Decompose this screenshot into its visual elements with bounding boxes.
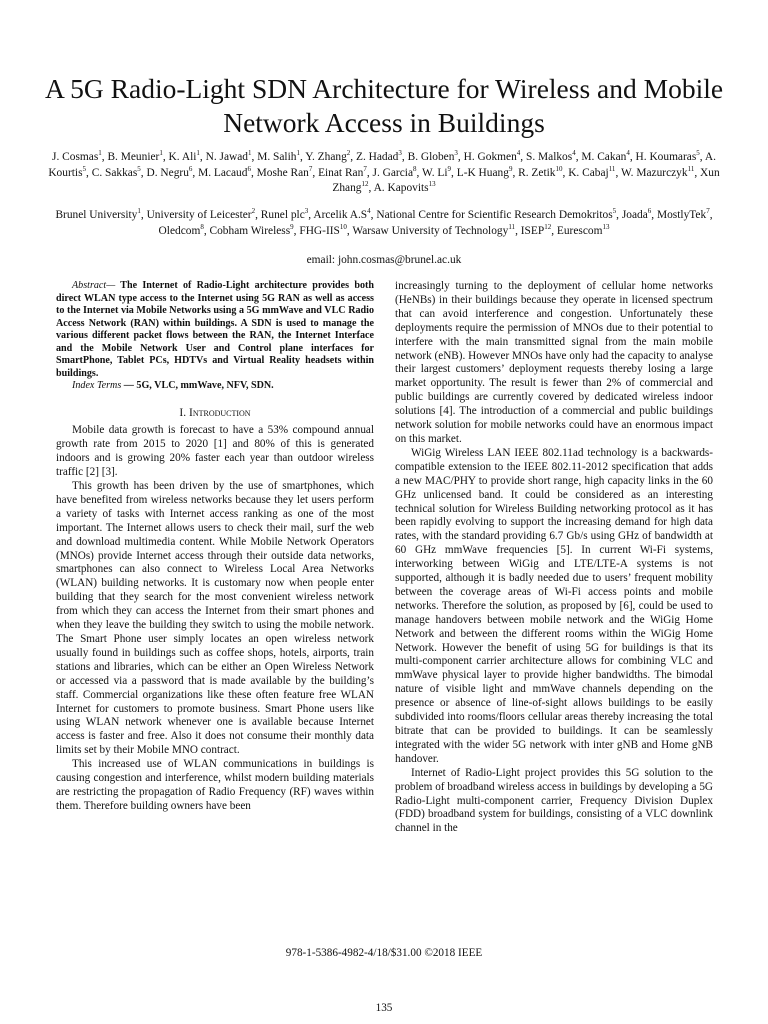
body-paragraph: increasingly turning to the deployment of cellular home networks (HeNBs) in their buildings because they operate in licensed spectrum that can avoid interference and congestion. Unfortunately these deployments require the permission of MNOs due to their potential to interfere with the main transmitted signal from the main mobile network (eNB). However MNOs have only had the capacity to analyse their largest customers’ deployment requests thereby losing a large market opportunity. The result is fewer than 2% of commercial and public buildings are currently covered by dedicated wireless indoor solutions [4]. The introduction of a commercial and public buildings network solution for mobile networks could have an enormous impact on this market. xyxy=(395,280,713,445)
author xyxy=(91,164,141,179)
author-index: 9 xyxy=(508,164,513,173)
affiliation-name: FHG-IIS xyxy=(299,224,340,237)
affiliation-index: 7 xyxy=(706,207,710,216)
author-index: 13 xyxy=(428,180,436,189)
author-name: W. Mazurczyk xyxy=(620,166,688,179)
contact-email: email: john.cosmas@brunel.ac.uk xyxy=(306,254,462,266)
affiliation-index: 6 xyxy=(647,207,652,216)
author-name: Xun Zhang xyxy=(332,166,720,195)
author-name: B. Globen xyxy=(407,151,455,163)
author xyxy=(257,151,300,163)
affiliation-name: Arcelik A.S xyxy=(313,209,368,221)
author-index: 4 xyxy=(572,149,576,158)
author xyxy=(581,151,629,163)
author-name: H. Gokmen xyxy=(463,151,517,163)
affiliation xyxy=(313,209,370,221)
affiliation-name: Oledcom xyxy=(158,224,201,237)
affiliation xyxy=(261,209,308,221)
author xyxy=(408,151,458,163)
abstract-lead: Abstract— xyxy=(72,280,116,291)
author xyxy=(107,151,162,163)
author-name: Einat Ran xyxy=(318,166,364,179)
affiliation xyxy=(376,209,616,221)
author xyxy=(526,151,576,163)
author xyxy=(52,151,102,163)
author-index: 6 xyxy=(247,164,251,173)
right-column xyxy=(395,280,713,836)
affiliation xyxy=(55,209,140,221)
author-name: Moshe Ran xyxy=(256,166,309,179)
author xyxy=(146,164,193,179)
author-index: 11 xyxy=(687,164,695,173)
index-terms xyxy=(56,380,374,393)
affiliation-index: 3 xyxy=(304,207,309,216)
author xyxy=(620,164,695,179)
affiliation xyxy=(147,209,256,221)
author-index: 3 xyxy=(454,149,458,158)
paper-title: A 5G Radio-Light SDN Architecture for Wireless and Mobile Network Access in Buildings xyxy=(44,73,724,138)
affiliation-name: Runel plc xyxy=(260,209,305,221)
author-name: S. Malkos xyxy=(525,151,573,163)
author-index: 7 xyxy=(363,164,367,173)
page-number: 135 xyxy=(375,1002,393,1014)
author xyxy=(198,164,251,179)
author-name: K. Ali xyxy=(168,151,197,163)
author-index: 5 xyxy=(137,164,141,173)
left-column xyxy=(56,280,374,814)
affiliation-name: Warsaw University of Technology xyxy=(352,224,509,237)
affiliation-name: Brunel University xyxy=(55,209,138,221)
body-paragraph: WiGig Wireless LAN IEEE 802.11ad technology is a backwards-compatible extension to the IEEE 802.11-2012 specification that adds a new MAC/PHY to provide short range, high capacity links in the 60 GHz unlicensed band. It could be considered as an interesting technical solution for Wireless Building networking protocol as it has been rapidly evolving to support the increasing demand for high data rates, with the standard providing 6.7 Gb/s using GHz of bandwidth at 60 GHz mmWave frequencies [5]. In current Wi-Fi systems, interworking between WiGig and LTE/LTE-A systems is not supported, although it is badly needed due to users’ frequent mobility between the coverage areas of Wi-Fi access points and mobile networks. Therefore the solution, as proposed by [6], could be used to manage handovers between mobile network and the WiGig Home Network and between the different rooms within the WiGig Home Network. However the benefit of using 5G for buildings is that its multi-component carrier architecture allows for combining VLC and mmWave physical layer to provide higher bandwidths. The bimodal nature of visible light and mmWave channels depending on the presence or absence of line-of-sight allows buildings to be easily subdivided into rooms/floors cellular areas thereby increasing the total bitrate that can be provided to buildings. It can be seamlessly integrated with the wider 5G network with inter gNB and Home gNB handover. xyxy=(395,446,713,765)
affiliation-index: 2 xyxy=(251,207,256,216)
affiliation-name: ISEP xyxy=(520,224,545,237)
affiliation xyxy=(158,222,204,237)
author-name: C. Sakkas xyxy=(91,166,138,179)
author-index: 2 xyxy=(346,149,351,158)
affiliation-index: 5 xyxy=(612,207,617,216)
author-name: L-K Huang xyxy=(456,166,509,179)
affiliation-index: 10 xyxy=(339,222,347,231)
body-paragraph: Mobile data growth is forecast to have a 53% compound annual growth rate from 2015 to 2020 [1] and 80% of this is generated indoors and is growing 20% faster each year than outdoor wireless traffic [2] [3]. xyxy=(56,424,374,479)
affiliation-name: Eurescom xyxy=(556,224,603,237)
author-index: 3 xyxy=(398,149,402,158)
affiliation-name: Cobham Wireless xyxy=(209,224,291,237)
author-name: D. Negru xyxy=(146,166,189,179)
body-paragraph: Internet of Radio-Light project provides this 5G solution to the problem of broadband wireless access in buildings by developing a 5G Radio-Light multi-component carrier, Frequency Division Duplex (FDD) broadband system for buildings, consisting of a VLC downlink channel in the xyxy=(395,766,713,835)
affiliation xyxy=(520,222,552,237)
author-index: 7 xyxy=(308,164,313,173)
author-index: 11 xyxy=(608,164,616,173)
author-index: 1 xyxy=(196,149,200,158)
author xyxy=(518,164,563,179)
affiliation-index: 13 xyxy=(602,222,610,231)
affiliation-name: University of Leicester xyxy=(146,209,252,221)
author-name: W. Li xyxy=(422,166,448,179)
author-name: K. Cabaj xyxy=(568,166,609,179)
section-heading-introduction: I. Introduction xyxy=(179,406,251,419)
affiliation-index: 8 xyxy=(200,222,204,231)
author-list: J. Cosmas$^1$, B. Meunier$^1$, K. Ali$^1$, N. Jawad$^1$, M. Salih$^1$, Y. Zhang$^2$, Z. Hadad$^3$, B. Globen$^3$, H. Gokmen$^4$, S. Malkos$^4$, M. Cakan$^4$, H. Koumaras$^5$, A. Kourtis$^5$, C. Sakkas$^5$, D. Negru$^6$, M. Lacaud$^6$, Moshe Ran$^7$, Einat Ran$^7$, J. Garcia$^8$, W. Li$^9$, L-K Huang$^9$, R. Zetik$^{10}$, K. Cabaj$^{11}$, W. Mazurczyk$^{11}$, Xun Zhang$^{12}$, A. Kapovits$^{13}$ xyxy=(48,149,720,195)
author-index: 5 xyxy=(82,164,87,173)
copyright-notice: 978-1-5386-4982-4/18/$31.00 ©2018 IEEE xyxy=(285,947,483,959)
author xyxy=(256,164,313,179)
body-paragraph: This increased use of WLAN communications in buildings is causing congestion and interference, whilst modern building materials are restricting the propagation of Radio Frequency (RF) waves within them. Therefore building owners have been xyxy=(56,758,374,812)
affiliation-name: MostlyTek xyxy=(656,209,707,221)
author xyxy=(372,164,417,179)
index-terms-label: Index Terms xyxy=(72,380,122,391)
affiliation-index: 12 xyxy=(544,222,552,231)
author-index: 1 xyxy=(159,149,163,158)
affiliation-list: Brunel University$^1$, University of Leicester$^2$, Runel plc$^3$, Arcelik $A.S^4$, National Centre for Scientific Research Demokritos$^5$, Joada$^6$, MostlyTek$^7$, Oledcom$^8$, Cobham Wireless$^9$, FHG-IIS$^{10}$, Warsaw University of Technology$^{11}$, ISEP$^{12}$, Eurescom$^{13}$ xyxy=(55,207,713,237)
author-name: H. Koumaras xyxy=(635,151,697,163)
index-terms-value: — 5G, VLC, mmWave, NFV, SDN. xyxy=(121,380,274,391)
author-name: Y. Zhang xyxy=(305,151,347,163)
author xyxy=(356,151,402,163)
author xyxy=(169,151,200,163)
author-name: B. Meunier xyxy=(107,151,160,163)
author-index: 4 xyxy=(626,149,630,158)
affiliation-name: National Centre for Scientific Research Demokritos xyxy=(376,209,613,221)
abstract-text: The Internet of Radio-Light architecture provides both direct WLAN type access to the Internet using 5G RAN as well as access to the Internet via Mobile Networks using a 5G mmWave and VLC Radio Access Network (RAN) within buildings. A SDN is used to manage the various different packet flows between the RAN, the Internet Interface and the Mobile Network User and Control plane interfaces for SmartPhone, Tablet PCs, HDTVs and Virtual Reality headsets within buildings. xyxy=(56,280,374,379)
author-index: 5 xyxy=(696,149,700,158)
author-index: 4 xyxy=(516,149,521,158)
author-index: 1 xyxy=(248,149,252,158)
author-index: 1 xyxy=(296,149,300,158)
author-name: R. Zetik xyxy=(518,166,556,179)
author-name: M. Cakan xyxy=(581,151,627,163)
author-index: 1 xyxy=(98,149,102,158)
author xyxy=(318,164,367,179)
affiliation xyxy=(209,222,294,237)
affiliation-index: 1 xyxy=(137,207,141,216)
author-index: 9 xyxy=(447,164,452,173)
author-index: 8 xyxy=(413,164,417,173)
author-name: A. Kapovits xyxy=(373,182,429,195)
author-index: 10 xyxy=(555,164,563,173)
author xyxy=(422,164,452,179)
author-name: J. Cosmas xyxy=(52,151,99,163)
affiliation xyxy=(622,209,651,221)
affiliation xyxy=(556,222,610,237)
author-name: M. Salih xyxy=(257,151,297,163)
affiliation-name: Joada xyxy=(621,209,648,221)
author-name: M. Lacaud xyxy=(198,166,248,179)
affiliation-index: 4 xyxy=(367,207,371,216)
author xyxy=(305,151,350,163)
author-name: Z. Hadad xyxy=(356,151,399,163)
author-name: J. Garcia xyxy=(372,166,413,179)
affiliation xyxy=(657,209,710,221)
author xyxy=(464,151,521,163)
author xyxy=(568,164,616,179)
author xyxy=(374,182,436,194)
author xyxy=(636,151,700,163)
affiliation xyxy=(352,222,516,237)
affiliation-index: 11 xyxy=(508,222,516,231)
affiliation xyxy=(299,222,347,237)
author xyxy=(456,164,513,179)
author xyxy=(206,151,252,163)
body-paragraph: This growth has been driven by the use of smartphones, which have benefited from wireless networks because they let users perform a variety of tasks with Internet access ranking as one of the most important. The Internet allows users to check their mail, surf the web and download multimedia content. While Mobile Network Operators (MNOs) provide Internet access through their outside data networks, smartphones can also connect to Wireless Local Area Networks (WLAN) building networks. It is customary now when people enter building that they search for the most convenient wireless network from which they can access the Internet from their smart phones and when they leave the building they switch to using the mobile network. The Smart Phone user simply locates an open wireless network usually found in buildings such as coffee shops, hotels, airports, train stations and libraries, which can be either an Open Wireless Network or accessed via a password that is made available by the building’s staff. Commercial organizations like these often feature free WLAN Internet for customers to promote business. Smart Phone users like using WLAN network whenever one is available because Internet access is faster and free. Also it does not consume their monthly data limits set by their Mobile MNO contract. xyxy=(56,480,374,757)
affiliation-index: 9 xyxy=(290,222,294,231)
author-index: 6 xyxy=(188,164,193,173)
author-index: 12 xyxy=(361,180,369,189)
author-name: A. Kourtis xyxy=(48,151,716,179)
abstract xyxy=(56,280,374,380)
author-name: N. Jawad xyxy=(205,151,248,163)
